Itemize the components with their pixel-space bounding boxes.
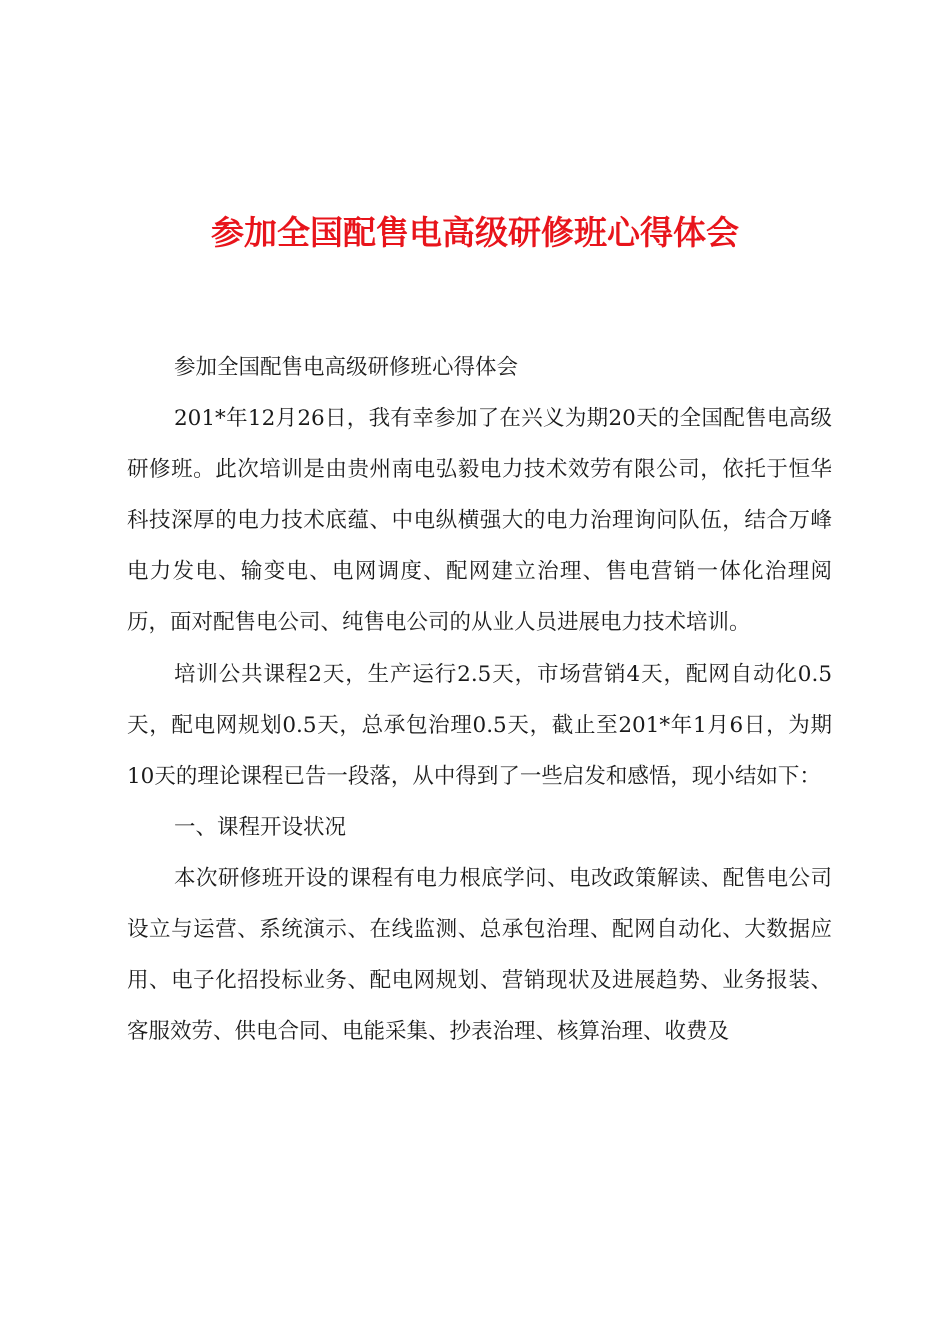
section-heading-courses: 一、课程开设状况: [174, 815, 347, 840]
document-title: 参加全国配售电高级研修班心得体会: [211, 213, 739, 252]
paragraph-course-schedule: 培训公共课程2天，生产运行2.5天，市场营销4天，配网自动化0.5天，配电网规划0.5天，总承包治理0.5天，截止至201*年1月6日，为期10天的理论课程已告一段落，从中得到了一些启发和感悟，现小结如下：: [127, 662, 832, 789]
paragraph-intro: 201*年12月26日，我有幸参加了在兴义为期20天的全国配售电高级研修班。此次培训是由贵州南电弘毅电力技术效劳有限公司，依托于恒华科技深厚的电力技术底蕴、中电纵横强大的电力治理询问队伍，结合万峰电力发电、输变电、电网调度、配网建立治理、售电营销一体化治理阅历，面对配售电公司、纯售电公司的从业人员进展电力技术培训。: [127, 406, 832, 635]
document-body: [127, 342, 832, 1057]
paragraph-course-list: 本次研修班开设的课程有电力根底学问、电改政策解读、配售电公司设立与运营、系统演示、在线监测、总承包治理、配网自动化、大数据应用、电子化招投标业务、配电网规划、营销现状及进展趋势、业务报装、客服效劳、供电合同、电能采集、抄表治理、核算治理、收费及: [127, 866, 832, 1044]
paragraph-subtitle: 参加全国配售电高级研修班心得体会: [174, 355, 519, 380]
